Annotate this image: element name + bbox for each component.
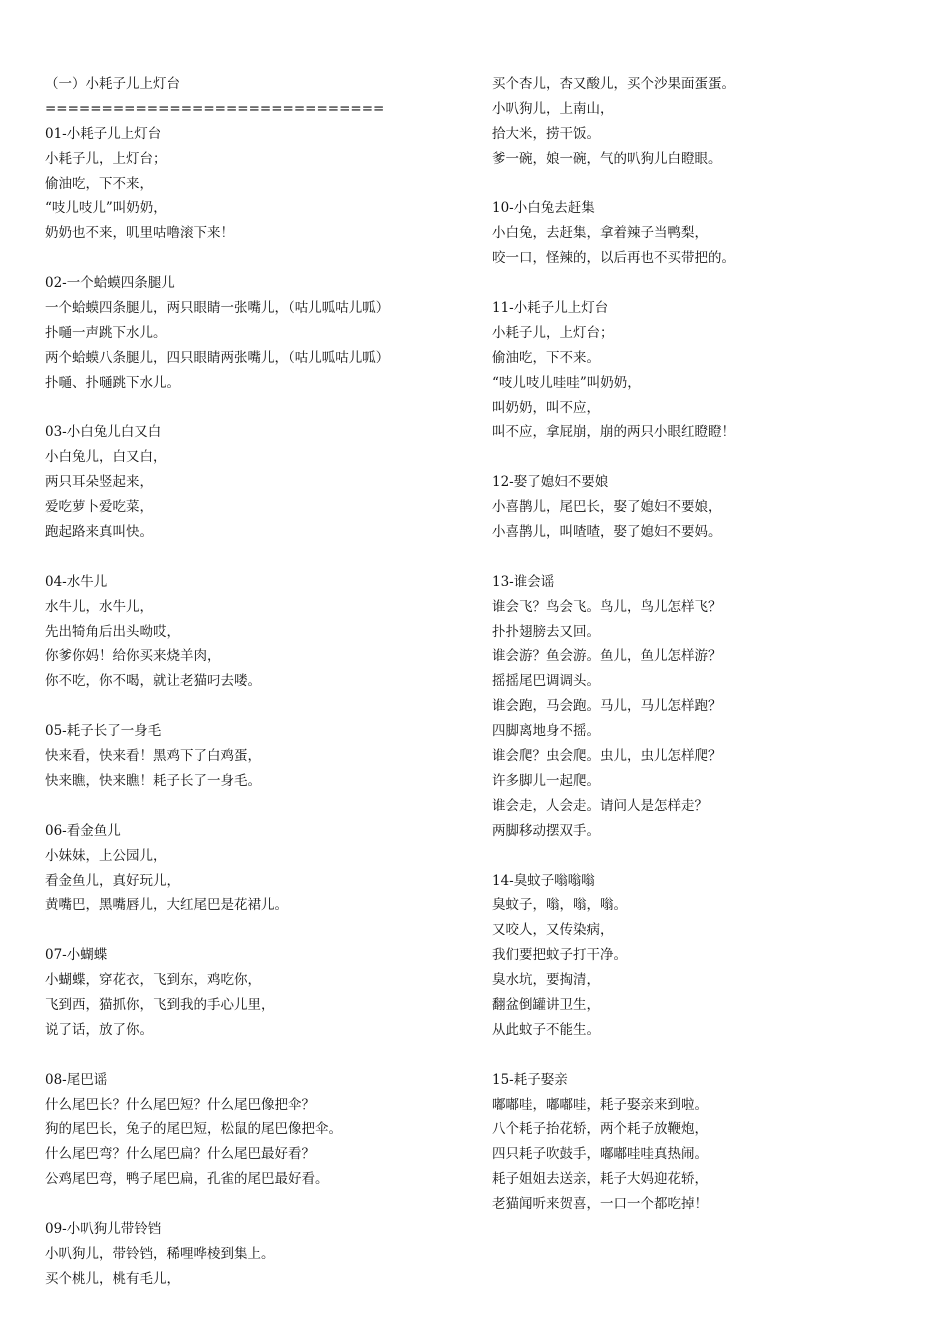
left-text-line: 01-小耗子儿上灯台: [45, 125, 162, 142]
left-text-line: 一个蛤蟆四条腿儿，两只眼睛一张嘴儿，（咕儿呱咕儿呱）: [45, 300, 390, 317]
right-text-line: “吱儿吱儿哇哇”叫奶奶，: [492, 374, 641, 391]
right-text-line: 耗子姐姐去送亲，耗子大妈迎花轿，: [492, 1171, 708, 1188]
right-text-line: 谁会飞？鸟会飞。鸟儿，鸟儿怎样飞？: [492, 598, 722, 615]
left-text-line: 你不吃，你不喝，就让老猫叼去喽。: [45, 673, 261, 690]
left-column: [45, 72, 465, 1292]
right-text-line: 许多脚儿一起爬。: [492, 772, 600, 789]
right-text-line: 摇摇尾巴调调头。: [492, 673, 600, 690]
right-blank-line: [492, 545, 912, 570]
right-text-line: 小耗子儿，上灯台；: [492, 324, 614, 341]
left-text-line: 快来看，快来看！黑鸡下了白鸡蛋，: [45, 748, 261, 765]
left-text-line: 跑起路来真叫快。: [45, 524, 153, 541]
right-text-line: 嘟嘟哇，嘟嘟哇，耗子娶亲来到啦。: [492, 1096, 708, 1113]
left-text-line: 08-尾巴谣: [45, 1071, 108, 1088]
right-text-line: 翻盆倒罐讲卫生，: [492, 996, 600, 1013]
left-text-line: 05-耗子长了一身毛: [45, 723, 162, 740]
right-text-line: 又咬人，又传染病，: [492, 922, 614, 939]
left-text-line: 爱吃萝卜爱吃菜，: [45, 499, 153, 516]
right-text-line: 偷油吃，下不来。: [492, 349, 600, 366]
right-text-line: 拾大米，捞干饭。: [492, 125, 600, 142]
left-text-line: 09-小叭狗儿带铃铛: [45, 1220, 162, 1237]
right-text-line: 小喜鹊儿，叫喳喳，娶了媳妇不要妈。: [492, 524, 722, 541]
right-text-line: 我们要把蚊子打干净。: [492, 947, 627, 964]
left-text-line: 小耗子儿，上灯台；: [45, 150, 167, 167]
left-blank-line: [45, 246, 465, 271]
left-text-line: 你爹你妈！给你买来烧羊肉，: [45, 648, 221, 665]
right-blank-line: [492, 844, 912, 869]
left-text-line: 07-小蝴蝶: [45, 947, 108, 964]
left-text-line: 小蝴蝶，穿花衣，飞到东，鸡吃你，: [45, 972, 261, 989]
right-text-line: 买个杏儿，杏又酸儿，买个沙果面蛋蛋。: [492, 76, 735, 92]
left-text-line: 飞到西，猫抓你，飞到我的手心儿里，: [45, 996, 275, 1013]
left-blank-line: [45, 545, 465, 570]
left-text-line: 小妹妹，上公园儿，: [45, 847, 167, 864]
right-text-line: 四脚离地身不摇。: [492, 723, 600, 740]
right-blank-line: [492, 172, 912, 197]
left-text-line: 奶奶也不来，叽里咕噜滚下来！: [45, 225, 234, 242]
left-blank-line: [45, 1043, 465, 1068]
left-text-line: 黄嘴巴，黑嘴唇儿，大红尾巴是花裙儿。: [45, 897, 288, 914]
left-text-line: 狗的尾巴长，兔子的尾巴短，松鼠的尾巴像把伞。: [45, 1121, 342, 1138]
left-text-line: 什么尾巴长？什么尾巴短？什么尾巴像把伞？: [45, 1096, 315, 1113]
right-text-line: 爹一碗，娘一碗，气的叭狗儿白瞪眼。: [492, 150, 722, 167]
left-text-line: 先出犄角后出头呦哎，: [45, 623, 180, 640]
right-text-line: 谁会跑，马会跑。马儿，马儿怎样跑？: [492, 698, 722, 715]
left-blank-line: [45, 694, 465, 719]
left-text-line: 说了话，放了你。: [45, 1021, 153, 1038]
left-text-line: 看金鱼儿，真好玩儿，: [45, 872, 180, 889]
right-text-line: 小白兔，去赶集，拿着辣子当鸭梨，: [492, 225, 708, 242]
left-blank-line: [45, 794, 465, 819]
left-text-line: 快来瞧，快来瞧！耗子长了一身毛。: [45, 772, 261, 789]
right-text-line: 四只耗子吹鼓手，嘟嘟哇哇真热闹。: [492, 1146, 708, 1163]
right-text-line: 小叭狗儿，上南山，: [492, 100, 614, 117]
right-text-line: 八个耗子抬花轿，两个耗子放鞭炮，: [492, 1121, 708, 1138]
left-blank-line: [45, 1192, 465, 1217]
left-text-line: 小白兔儿，白又白，: [45, 449, 167, 466]
right-text-line: 谁会走，人会走。请问人是怎样走？: [492, 797, 708, 814]
left-text-line: 买个桃儿，桃有毛儿，: [45, 1270, 180, 1287]
right-text-line: 扑扑翅膀去又回。: [492, 623, 600, 640]
left-text-line: 06-看金鱼儿: [45, 822, 121, 839]
right-blank-line: [492, 1043, 912, 1068]
right-text-line: 13-谁会谣: [492, 573, 555, 590]
left-blank-line: [45, 918, 465, 943]
right-text-line: 谁会爬？虫会爬。虫儿，虫儿怎样爬？: [492, 748, 722, 765]
right-text-line: 谁会游？鱼会游。鱼儿，鱼儿怎样游？: [492, 648, 722, 665]
left-text-line: “吱儿吱儿”叫奶奶，: [45, 200, 167, 217]
left-text-line: 偷油吃，下不来，: [45, 175, 153, 192]
right-text-line: 15-耗子娶亲: [492, 1071, 568, 1088]
right-text-line: 臭蚊子，嗡，嗡，嗡。: [492, 897, 627, 914]
left-text-line: 两个蛤蟆八条腿儿，四只眼睛两张嘴儿，（咕儿呱咕儿呱）: [45, 349, 390, 366]
left-text-line: 水牛儿，水牛儿，: [45, 598, 153, 615]
right-text-line: 11-小耗子儿上灯台: [492, 300, 609, 317]
right-blank-line: [492, 445, 912, 470]
right-column: [492, 72, 912, 1217]
right-text-line: 从此蚊子不能生。: [492, 1021, 600, 1038]
right-text-line: 臭水坑，要掏清，: [492, 972, 600, 989]
right-text-line: 12-娶了媳妇不要娘: [492, 474, 609, 491]
left-text-line: 公鸡尾巴弯，鸭子尾巴扁，孔雀的尾巴最好看。: [45, 1171, 329, 1188]
right-text-line: 叫奶奶，叫不应，: [492, 399, 600, 416]
right-text-line: 咬一口，怪辣的，以后再也不买带把的。: [492, 250, 735, 267]
left-text-line: 什么尾巴弯？什么尾巴扁？什么尾巴最好看？: [45, 1146, 315, 1163]
left-text-line: 两只耳朵竖起来，: [45, 474, 153, 491]
left-text-line: 扑嗵一声跳下水儿。: [45, 324, 167, 341]
right-text-line: 小喜鹊儿，尾巴长，娶了媳妇不要娘，: [492, 499, 722, 516]
left-text-line: 03-小白兔儿白又白: [45, 424, 162, 441]
left-text-line: 02-一个蛤蟆四条腿儿: [45, 275, 175, 292]
right-text-line: 老猫闻听来贺喜，一口一个都吃掉！: [492, 1196, 708, 1213]
left-text-line: ==============================: [45, 100, 385, 117]
right-text-line: 两脚移动摆双手。: [492, 822, 600, 839]
left-text-line: 小叭狗儿，带铃铛，稀哩哗棱到集上。: [45, 1245, 275, 1262]
right-text-line: 10-小白兔去赶集: [492, 200, 595, 217]
left-text-line: 扑嗵、扑嗵跳下水儿。: [45, 374, 180, 391]
right-blank-line: [492, 271, 912, 296]
left-text-line: 04-水牛儿: [45, 573, 108, 590]
right-text-line: 叫不应，拿屁崩，崩的两只小眼红瞪瞪！: [492, 424, 735, 441]
left-text-line: （一）小耗子儿上灯台: [45, 76, 180, 92]
right-text-line: 14-臭蚊子嗡嗡嗡: [492, 872, 595, 889]
left-blank-line: [45, 396, 465, 421]
